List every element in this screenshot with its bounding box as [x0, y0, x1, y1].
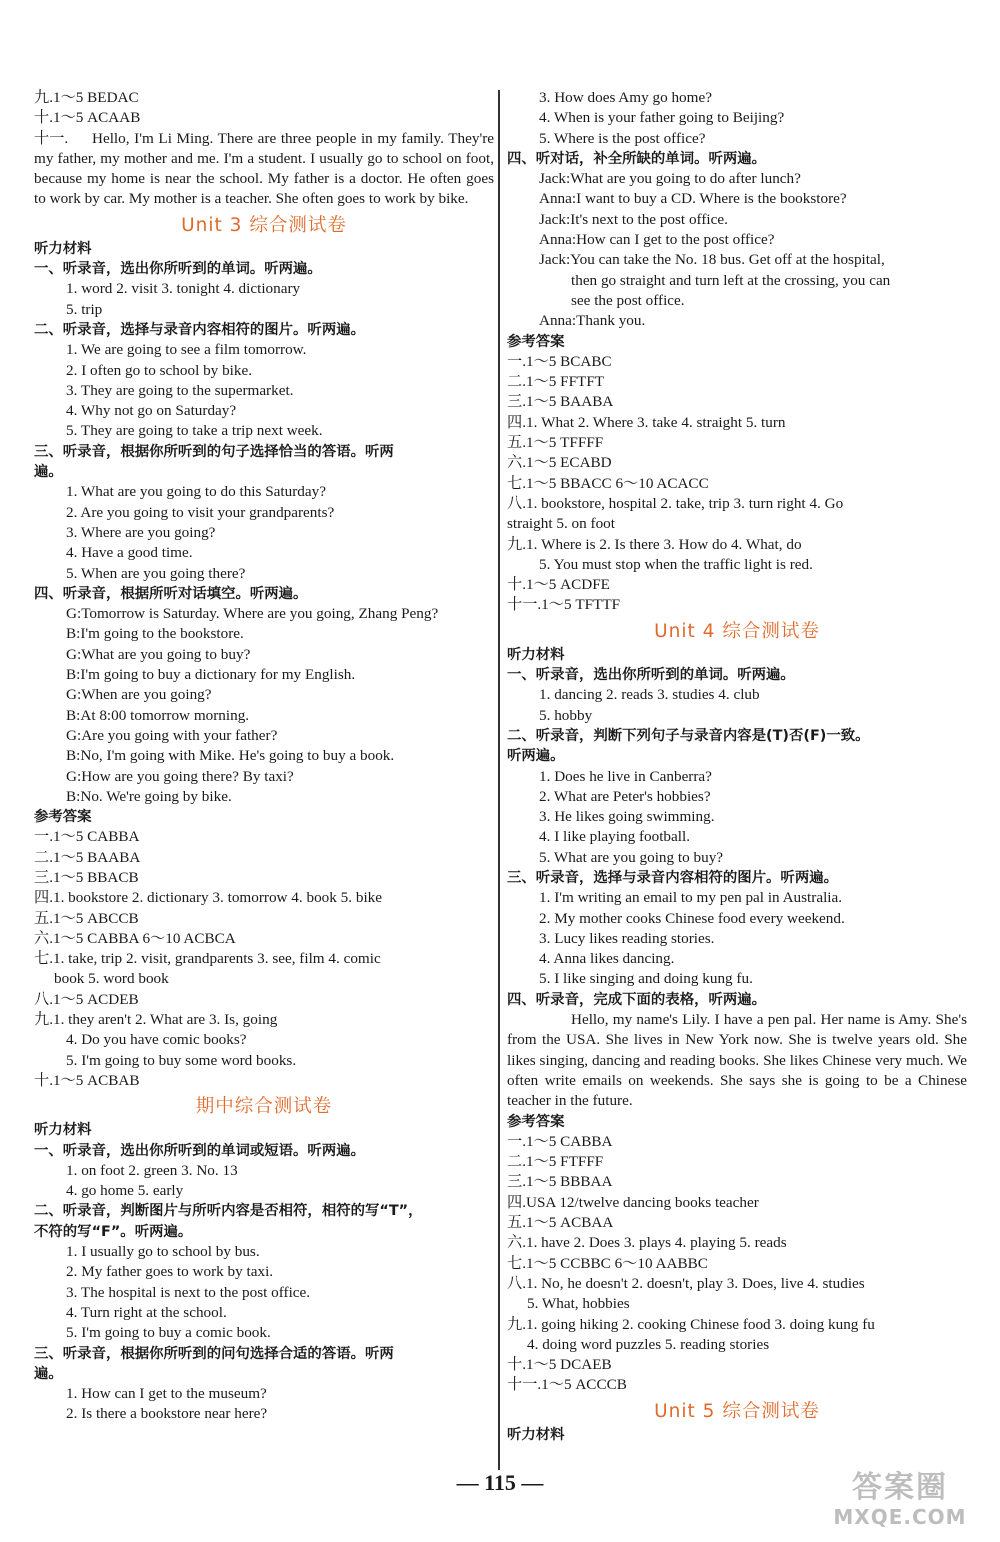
passage-label: 十一. — [34, 129, 69, 147]
question-item: 3. Where are you going? — [66, 523, 216, 541]
question-item: 2. What are Peter's hobbies? — [539, 787, 711, 805]
passage: Hello, my name's Lily. I have a pen pal. Her name is Amy. She's from the USA. She lives in New York now. She is twelve years old. She likes singing, dancing and reading books. She likes Chinese very much. We often write emails on weekends. She says she is going to be a Chinese teacher in the future. — [507, 1011, 967, 1110]
answer-line: 九.1. Where is 2. Is there 3. How do 4. What, do — [507, 535, 802, 553]
question-heading: 遍。 — [34, 1365, 63, 1382]
question-item: 2. Are you going to visit your grandparents? — [66, 503, 335, 521]
question-item: 2. I often go to school by bike. — [66, 361, 253, 379]
answer-line: 九.1. going hiking 2. cooking Chinese food 3. doing kung fu — [507, 1315, 875, 1333]
answer-line: 七.1～5 BBACC 6～10 ACACC — [507, 474, 709, 492]
question-heading: 三、听录音，根据你所听到的句子选择恰当的答语。听两 — [34, 443, 394, 460]
answer-line: straight 5. on foot — [507, 515, 615, 533]
answer-line: 四.1. What 2. Where 3. take 4. straight 5. turn — [507, 413, 786, 431]
answer-line: 三.1～5 BAABA — [507, 393, 614, 411]
answer-line: 4. Do you have comic books? — [66, 1031, 247, 1049]
question-item: 3. They are going to the supermarket. — [66, 381, 294, 399]
dialogue-line: B:I'm going to the bookstore. — [66, 625, 244, 643]
question-item: 5. I'm going to buy a comic book. — [66, 1324, 271, 1342]
answer-line: book 5. word book — [54, 970, 169, 988]
dialogue-line: B:I'm going to buy a dictionary for my English. — [66, 666, 356, 684]
question-item: 1. word 2. visit 3. tonight 4. dictionary — [66, 280, 301, 298]
page-number: — 115 — — [456, 1470, 544, 1495]
question-item: 1. Does he live in Canberra? — [539, 767, 712, 785]
dialogue-line: G:How are you going there? By taxi? — [66, 767, 294, 785]
subsection-heading: 听力材料 — [507, 646, 565, 663]
dialogue-line: B:No, I'm going with Mike. He's going to buy a book. — [66, 747, 395, 765]
question-item: 3. How does Amy go home? — [539, 89, 712, 106]
question-heading: 四、听录音，根据所听对话填空。听两遍。 — [34, 585, 308, 602]
answer-line: 十.1～5 ACDFE — [507, 576, 610, 594]
subsection-heading: 参考答案 — [507, 333, 565, 350]
question-heading: 一、听录音，选出你所听到的单词。听两遍。 — [507, 667, 795, 684]
dialogue-line: Jack:It's next to the post office. — [539, 210, 728, 228]
watermark — [820, 1470, 980, 1530]
answer-line: 二.1～5 BAABA — [34, 848, 141, 866]
answer-line: 九.1～5 BEDAC — [34, 89, 139, 106]
question-item: 1. on foot 2. green 3. No. 13 — [66, 1161, 238, 1179]
question-heading: 二、听录音，判断图片与所听内容是否相符，相符的写“T”， — [34, 1203, 423, 1220]
question-item: 2. Is there a bookstore near here? — [66, 1405, 268, 1423]
dialogue-line: G:What are you going to buy? — [66, 645, 251, 663]
question-item: 1. dancing 2. reads 3. studies 4. club — [539, 686, 760, 704]
answer-line: 5. What, hobbies — [527, 1295, 630, 1313]
question-item: 4. Have a good time. — [66, 544, 193, 562]
question-item: 1. I usually go to school by bus. — [66, 1243, 260, 1261]
passage — [34, 129, 494, 210]
answer-line: 4. doing word puzzles 5. reading stories — [527, 1335, 770, 1353]
passage-text: Hello, I'm Li Ming. There are three people in my family. They're my father, my mother and me. I'm a student. I usually go to school on foot, because my home is near the school. My father is a doctor. He often goes to work by car. My mother is a teacher. She often goes to work by bike. — [34, 129, 494, 208]
answer-line: 六.1. have 2. Does 3. plays 4. playing 5. reads — [507, 1234, 787, 1252]
question-heading: 不符的写“F”。听两遍。 — [34, 1223, 193, 1240]
answer-line: 十.1～5 DCAEB — [507, 1356, 612, 1374]
question-item: 5. When are you going there? — [66, 564, 246, 582]
answer-line: 一.1～5 CABBA — [34, 828, 140, 846]
dialogue-line: Anna:How can I get to the post office? — [539, 231, 775, 249]
question-item: 3. The hospital is next to the post office. — [66, 1283, 311, 1301]
question-heading: 二、听录音，判断下列句子与录音内容是(T)否(F)一致。 — [507, 727, 870, 744]
subsection-heading: 参考答案 — [507, 1113, 565, 1130]
dialogue-line: Anna:Thank you. — [539, 312, 646, 330]
question-item: 5. hobby — [539, 706, 593, 724]
answer-line: 三.1～5 BBBAA — [507, 1173, 613, 1191]
answer-line: 十一.1～5 TFTTF — [507, 596, 621, 614]
answer-line: 二.1～5 FTFFF — [507, 1153, 604, 1171]
answer-line: 十一.1～5 ACCCB — [507, 1376, 627, 1394]
left-column — [34, 88, 494, 1425]
question-heading: 四、听录音，完成下面的表格，听两遍。 — [507, 991, 767, 1008]
section-title: Unit 3 综合测试卷 — [181, 214, 347, 236]
question-heading: 三、听录音，根据你所听到的问句选择合适的答语。听两 — [34, 1345, 394, 1362]
question-item: 4. Why not go on Saturday? — [66, 402, 237, 420]
question-heading: 四、听对话，补全所缺的单词。听两遍。 — [507, 150, 767, 167]
question-item: 3. He likes going swimming. — [539, 808, 715, 826]
question-item: 4. When is your father going to Beijing? — [539, 109, 785, 127]
subsection-heading: 听力材料 — [34, 240, 92, 257]
answer-line: 十.1～5 ACAAB — [34, 109, 141, 127]
answer-line: 七.1. take, trip 2. visit, grandparents 3. see, film 4. comic — [34, 950, 381, 968]
dialogue-line: see the post office. — [571, 291, 685, 309]
answer-line: 二.1～5 FFTFT — [507, 373, 605, 391]
answer-line: 九.1. they aren't 2. What are 3. Is, going — [34, 1011, 278, 1029]
answer-line: 三.1～5 BBACB — [34, 868, 139, 886]
answer-line: 五.1～5 ACBAA — [507, 1214, 614, 1232]
answer-line: 八.1. No, he doesn't 2. doesn't, play 3. Does, live 4. studies — [507, 1274, 865, 1292]
question-heading: 一、听录音，选出你所听到的单词或短语。听两遍。 — [34, 1142, 365, 1159]
question-item: 1. What are you going to do this Saturday? — [66, 483, 326, 501]
dialogue-line: B:At 8:00 tomorrow morning. — [66, 706, 250, 724]
question-item: 2. My father goes to work by taxi. — [66, 1263, 274, 1281]
answer-line: 六.1～5 CABBA 6～10 ACBCA — [34, 929, 236, 947]
answer-line: 十.1～5 ACBAB — [34, 1071, 140, 1089]
question-item: 3. Lucy likes reading stories. — [539, 929, 715, 947]
question-item: 5. Where is the post office? — [539, 129, 706, 147]
subsection-heading: 听力材料 — [507, 1426, 565, 1443]
answer-line: 五.1～5 ABCCB — [34, 909, 139, 927]
question-item: 1. We are going to see a film tomorrow. — [66, 341, 307, 359]
question-heading: 三、听录音，选择与录音内容相符的图片。听两遍。 — [507, 869, 838, 886]
answer-line: 5. I'm going to buy some word books. — [66, 1051, 297, 1069]
question-item: 4. Anna likes dancing. — [539, 950, 675, 968]
question-item: 1. How can I get to the museum? — [66, 1385, 267, 1403]
answer-line: 四.USA 12/twelve dancing books teacher — [507, 1193, 759, 1211]
question-item: 5. trip — [66, 300, 103, 318]
question-heading: 遍。 — [34, 464, 63, 481]
answer-line: 八.1～5 ACDEB — [34, 990, 139, 1008]
section-title: 期中综合测试卷 — [195, 1096, 333, 1118]
question-item: 5. They are going to take a trip next week. — [66, 422, 323, 440]
answer-line: 六.1～5 ECABD — [507, 454, 612, 472]
dialogue-line: G:When are you going? — [66, 686, 212, 704]
question-item: 5. I like singing and doing kung fu. — [539, 970, 753, 988]
watermark-logo-text: 答案圈 — [852, 1470, 948, 1505]
answer-line: 八.1. bookstore, hospital 2. take, trip 3. turn right 4. Go — [507, 494, 844, 512]
answer-line: 5. You must stop when the traffic light is red. — [539, 555, 813, 573]
answer-line: 四.1. bookstore 2. dictionary 3. tomorrow 4. book 5. bike — [34, 889, 382, 907]
question-heading: 听两遍。 — [507, 748, 565, 765]
question-item: 4. Turn right at the school. — [66, 1303, 227, 1321]
question-heading: 一、听录音，选出你所听到的单词。听两遍。 — [34, 261, 322, 278]
dialogue-line: G:Are you going with your father? — [66, 726, 278, 744]
answer-line: 五.1～5 TFFFF — [507, 434, 604, 452]
answer-line: 一.1～5 BCABC — [507, 352, 612, 370]
answer-line: 一.1～5 CABBA — [507, 1132, 613, 1150]
question-item: 2. My mother cooks Chinese food every weekend. — [539, 909, 845, 927]
dialogue-line: B:No. We're going by bike. — [66, 787, 232, 805]
answer-line: 七.1～5 CCBBC 6～10 AABBC — [507, 1254, 708, 1272]
dialogue-line: then go straight and turn left at the crossing, you can — [571, 271, 891, 289]
question-heading: 二、听录音，选择与录音内容相符的图片。听两遍。 — [34, 321, 365, 338]
question-item: 4. go home 5. early — [66, 1182, 184, 1200]
dialogue-line: Jack:You can take the No. 18 bus. Get off at the hospital, — [539, 251, 885, 269]
section-title: Unit 4 综合测试卷 — [654, 620, 820, 642]
dialogue-line: Anna:I want to buy a CD. Where is the bookstore? — [539, 190, 847, 208]
dialogue-line: G:Tomorrow is Saturday. Where are you going, Zhang Peng? — [66, 605, 439, 623]
section-title: Unit 5 综合测试卷 — [654, 1400, 820, 1422]
subsection-heading: 参考答案 — [34, 809, 92, 826]
question-item: 1. I'm writing an email to my pen pal in Australia. — [539, 889, 843, 907]
watermark-url: MXQE.COM — [833, 1505, 967, 1529]
question-item: 4. I like playing football. — [539, 828, 690, 846]
question-item: 5. What are you going to buy? — [539, 848, 724, 866]
subsection-heading: 听力材料 — [34, 1122, 92, 1139]
column-divider — [498, 90, 500, 1470]
dialogue-line: Jack:What are you going to do after lunch? — [539, 170, 801, 188]
right-column — [507, 88, 967, 1445]
